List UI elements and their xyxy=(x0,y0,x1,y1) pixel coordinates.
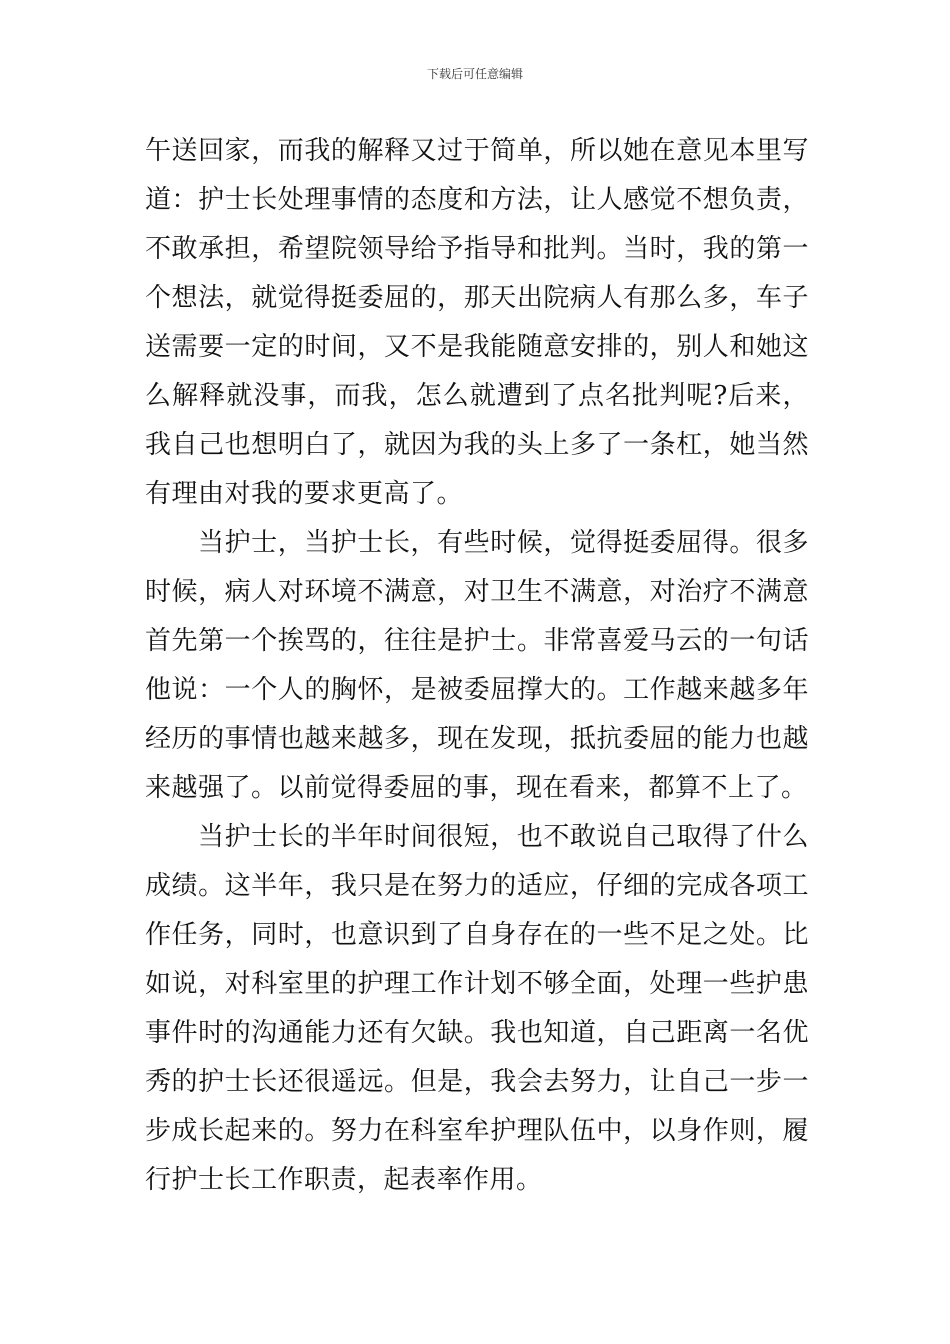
paragraph-3: 当护士长的半年时间很短，也不敢说自己取得了什么成绩。这半年，我只是在努力的适应，仔细的完成各项工作任务，同时，也意识到了自身存在的一些不足之处。比如说，对科室里的护理工作计划不够全面，处理一些护患事件时的沟通能力还有欠缺。我也知道，自己距离一名优秀的护士长还很遥远。但是，我会去努力，让自己一步一步成长起来的。努力在科室牟护理队伍中，以身作则，履行护士长工作职责，起表率作用。 xyxy=(145,822,809,1195)
page-header: 下载后可任意编辑 xyxy=(426,67,523,81)
paragraph-1: 午送回家，而我的解释又过于简单，所以她在意见本里写道：护士长处理事情的态度和方法，让人感觉不想负责，不敢承担，希望院领导给予指导和批判。当时，我的第一个想法，就觉得挺委屈的，那天出院病人有那么多，车子送需要一定的时间，又不是我能随意安排的，别人和她这么解释就没事，而我，怎么就遭到了点名批判呢?后来，我自己也想明白了，就因为我的头上多了一条杠，她当然有理由对我的要求更高了。 xyxy=(145,136,809,509)
document-body xyxy=(145,127,809,1205)
paragraph-2: 当护士，当护士长，有些时候，觉得挺委屈得。很多时候，病人对环境不满意，对卫生不满意，对治疗不满意首先第一个挨骂的，往往是护士。非常喜爱马云的一句话他说：一个人的胸怀，是被委屈撑大的。工作越来越多年经历的事情也越来越多，现在发现，抵抗委屈的能力也越来越强了。以前觉得委屈的事，现在看来，都算不上了。 xyxy=(145,528,809,803)
